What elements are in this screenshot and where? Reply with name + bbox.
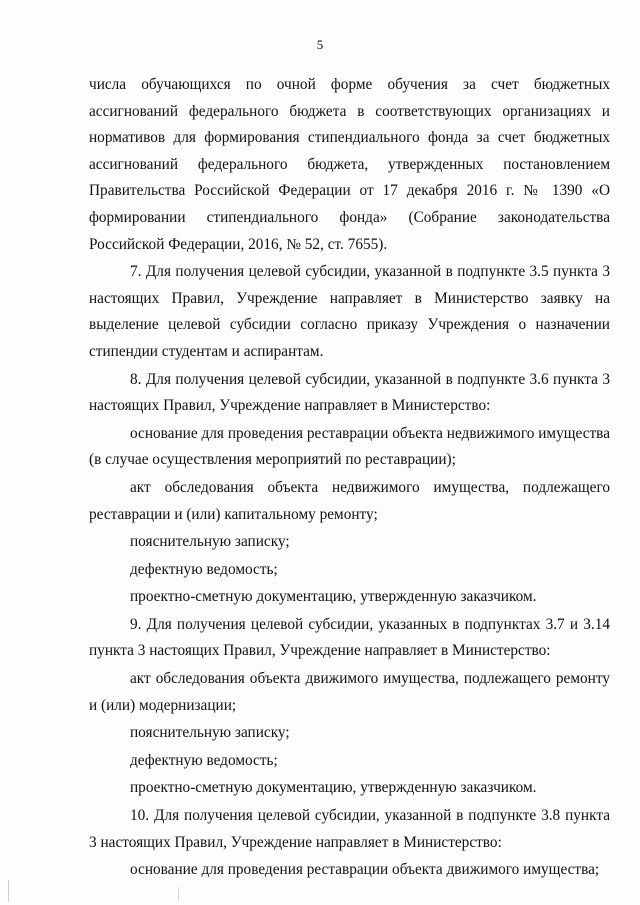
scan-edge-mark bbox=[178, 887, 179, 901]
scan-edge-mark bbox=[8, 880, 9, 902]
paragraph-clause-8: 8. Для получения целевой субсидии, указанной в подпункте 3.6 пункта 3 настоящих Правил, Учреждение направляет в Министерство: bbox=[89, 370, 610, 415]
list-item: дефектную ведомость; bbox=[130, 560, 278, 578]
paragraph-clause-7: 7. Для получения целевой субсидии, указанной в подпункте 3.5 пункта 3 настоящих Правил, Учреждение направляет в Министерство заявку на выделение целевой субсидии согласно приказу Учреждения о назначении стипендии студентам и аспирантам. bbox=[89, 263, 610, 360]
document-body bbox=[89, 72, 610, 884]
paragraph-clause-10: 10. Для получения целевой субсидии, указанной в подпункте 3.8 пункта 3 настоящих Правил, Учреждение направляет в Министерство: bbox=[89, 807, 610, 851]
list-item: основание для проведения реставрации объекта движимого имущества; bbox=[130, 861, 600, 879]
list-item: пояснительную записку; bbox=[130, 724, 290, 742]
list-item: пояснительную записку; bbox=[130, 533, 290, 551]
list-item: дефектную ведомость; bbox=[130, 751, 278, 769]
list-item: проектно-сметную документацию, утвержденную заказчиком. bbox=[130, 588, 537, 606]
paragraph-continuation: числа обучающихся по очной форме обучения за счет бюджетных ассигнований федерального бюджета в соответствующих организациях и нормативов для формирования стипендиального фонда за счет бюджетных ассигнований федерального бюджета, утвержденных постановлением Правительства Российской Федерации от 17 декабря 2016 г. № 1390 «О формировании стипендиального фонда» (Собрание законодательства Российской Федерации, 2016, № 52, ст. 7655). bbox=[89, 76, 610, 253]
page-number: 5 bbox=[316, 37, 324, 52]
list-item: акт обследования объекта движимого имущества, подлежащего ремонту и (или) модернизации; bbox=[89, 670, 610, 714]
list-item: проектно-сметную документацию, утвержденную заказчиком. bbox=[130, 779, 537, 797]
list-item: основание для проведения реставрации объекта недвижимого имущества (в случае осуществления мероприятий по реставрации); bbox=[89, 424, 610, 469]
paragraph-clause-9: 9. Для получения целевой субсидии, указанных в подпунктах 3.7 и 3.14 пункта 3 настоящих Правил, Учреждение направляет в Министерство: bbox=[89, 615, 610, 660]
list-item: акт обследования объекта недвижимого имущества, подлежащего реставрации и (или) капитальному ремонту; bbox=[89, 478, 610, 523]
